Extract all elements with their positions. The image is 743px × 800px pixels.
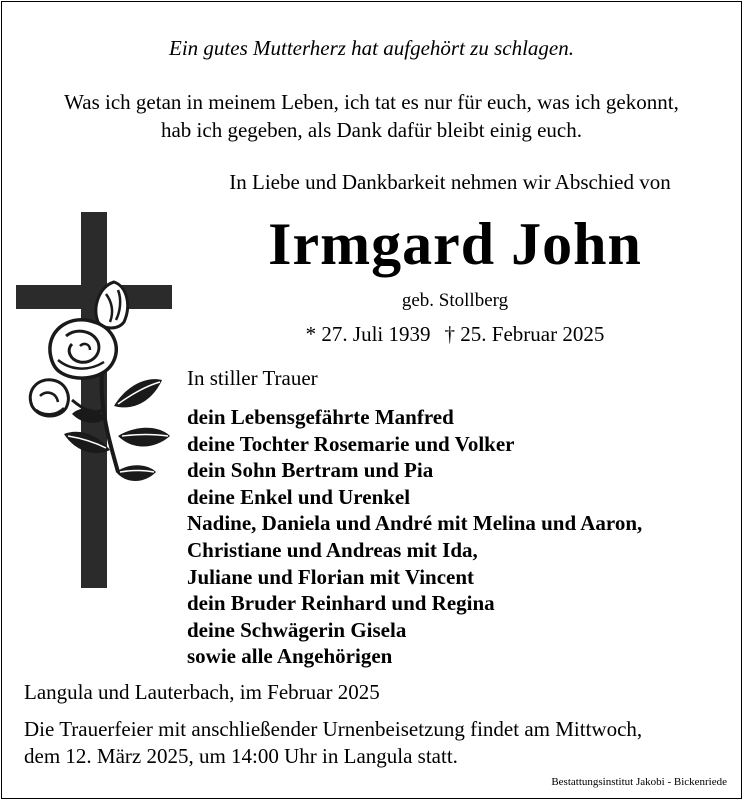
- place-date: Langula und Lauterbach, im Februar 2025: [24, 680, 380, 704]
- mourner-line: deine Tochter Rosemarie und Volker: [187, 431, 515, 456]
- maiden-name: geb. Stollberg: [401, 290, 509, 311]
- farewell-intro: In Liebe und Dankbarkeit nehmen wir Abschied von: [229, 170, 671, 194]
- death-date: † 25. Februar 2025: [444, 322, 605, 346]
- mourner-line: Christiane und Andreas mit Ida,: [187, 537, 478, 562]
- poem-line: Was ich getan in meinem Leben, ich tat es nur für euch, was ich gekonnt,: [64, 90, 679, 114]
- motto: Ein gutes Mutterherz hat aufgehört zu schlagen.: [169, 36, 574, 60]
- mourner-line: Nadine, Daniela und André mit Melina und Aaron,: [187, 511, 643, 536]
- mourner-line: Juliane und Florian mit Vincent: [187, 564, 475, 589]
- mourner-line: deine Enkel und Urenkel: [187, 484, 411, 509]
- mourner-line: dein Lebensgefährte Manfred: [187, 405, 454, 429]
- undertaker-credit: Bestattungsinstitut Jakobi - Bickenriede: [551, 776, 727, 788]
- poem: [0, 88, 743, 144]
- poem-line: hab ich gegeben, als Dank dafür bleibt einig euch.: [160, 118, 582, 142]
- mourner-line: sowie alle Angehörigen: [187, 644, 393, 669]
- ceremony-info: [24, 716, 642, 770]
- birth-date: * 27. Juli 1939: [305, 322, 431, 346]
- ceremony-line: dem 12. März 2025, um 14:00 Uhr in Langula statt.: [24, 744, 458, 768]
- mourner-line: dein Sohn Bertram und Pia: [187, 458, 434, 483]
- ceremony-line: Die Trauerfeier mit anschließender Urnenbeisetzung findet am Mittwoch,: [24, 717, 643, 741]
- mourner-line: deine Schwägerin Gisela: [187, 617, 407, 642]
- mourners-list: [187, 404, 642, 670]
- life-dates: [200, 322, 710, 347]
- mourning-label: In stiller Trauer: [187, 366, 318, 390]
- cross-with-roses-icon: [14, 210, 174, 595]
- mourner-line: dein Bruder Reinhard und Regina: [187, 591, 495, 616]
- deceased-name: Irmgard John: [268, 211, 642, 277]
